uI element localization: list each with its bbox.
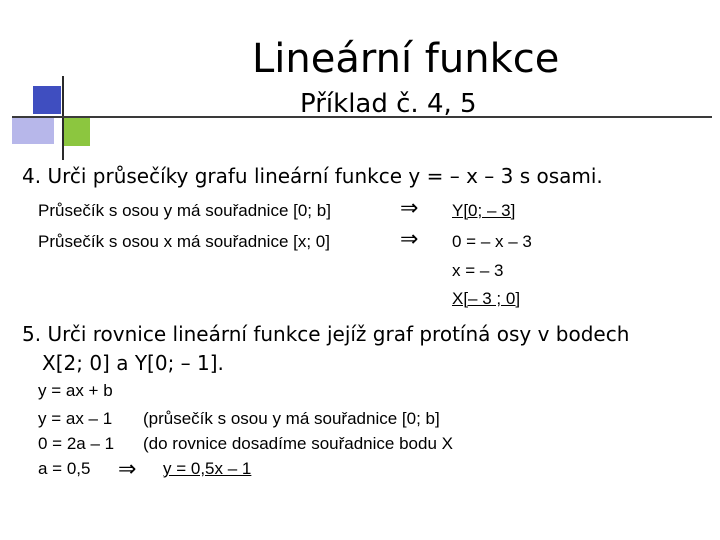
task5-line4-result: y = 0,5x – 1 [163, 459, 252, 478]
task4-line1-right: Y[0; – 3] [452, 201, 516, 220]
page-title: Lineární funkce [252, 36, 560, 82]
task5-heading-line1: 5. Urči rovnice lineární funkce jejíž graf protíná osy v bodech [22, 322, 630, 346]
task5-line2-note: (průsečík s osou y má souřadnice [0; b] [143, 409, 440, 428]
task5-line4-left: a = 0,5 [38, 459, 91, 478]
page-subtitle: Příklad č. 4, 5 [300, 89, 477, 119]
task5-line1: y = ax + b [38, 381, 113, 400]
task5-line3-note: (do rovnice dosadíme souřadnice bodu X [143, 434, 453, 453]
decor-green-square [62, 118, 90, 146]
implies-arrow-3: ⇒ [118, 457, 137, 482]
decor-blue-square [33, 86, 61, 114]
decor-vertical-line [62, 76, 64, 160]
task4-line2-right: 0 = – x – 3 [452, 232, 532, 251]
task4-line3-right: x = – 3 [452, 261, 504, 280]
task5-line2-eq: y = ax – 1 [38, 409, 113, 428]
task4-heading: 4. Urči průsečíky grafu lineární funkce y = – x – 3 s osami. [22, 164, 603, 188]
implies-arrow-1: ⇒ [400, 196, 419, 221]
task5-heading-line2: X[2; 0] a Y[0; – 1]. [42, 351, 224, 375]
task4-line4-right: X[– 3 ; 0] [452, 289, 521, 308]
decor-lavender-square [12, 118, 54, 144]
task4-line2-left: Průsečík s osou x má souřadnice [x; 0] [38, 232, 330, 251]
implies-arrow-2: ⇒ [400, 227, 419, 252]
task4-line1-left: Průsečík s osou y má souřadnice [0; b] [38, 201, 331, 220]
task5-line3-eq: 0 = 2a – 1 [38, 434, 115, 453]
